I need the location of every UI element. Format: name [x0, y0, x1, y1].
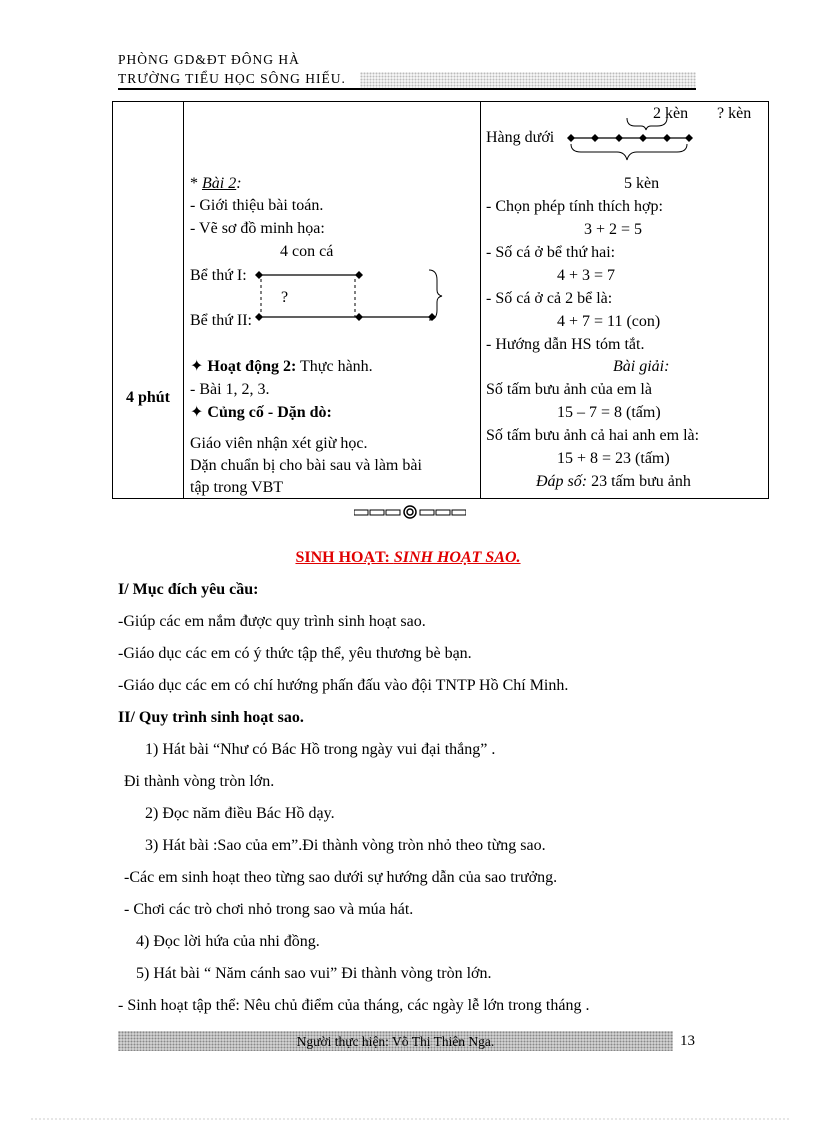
header-rule [118, 88, 696, 90]
paragraph-2: -Giáo dục các em có ý thức tập thể, yêu thương bè bạn. [118, 645, 472, 662]
time-label: 4 phút [125, 389, 171, 406]
bai2-colon: : [236, 175, 242, 192]
intro-line: - Giới thiệu bài toán. [190, 197, 324, 214]
paragraph-3: -Giáo dục các em có chí hướng phấn đấu vào đội TNTP Hồ Chí Minh. [118, 677, 569, 694]
prepare-line-2: tập trong VBT [190, 479, 284, 496]
bai2-title: Bài 2 [202, 175, 237, 192]
five-ken-label: 5 kèn [624, 175, 660, 192]
lesson-table [112, 101, 769, 499]
consolidate-label: Củng cố - Dặn dò: [207, 404, 332, 421]
time-cell [113, 102, 184, 499]
step-4: 4) Đọc lời hứa của nhi đồng. [136, 933, 320, 950]
exercises-line: - Bài 1, 2, 3. [190, 381, 270, 398]
two-ken-label: 2 kèn [653, 105, 689, 122]
postcards-me-line: Số tấm bưu ảnh của em là [486, 381, 652, 398]
header-line-1: PHÒNG GD&ĐT ĐÔNG HÀ [118, 52, 300, 67]
step-3: 3) Hát bài :Sao của em”.Đi thành vòng tròn nhỏ theo từng sao. [145, 837, 546, 854]
heading-2: II/ Quy trình sinh hoạt sao. [118, 709, 304, 726]
paragraph-1: -Giúp các em nắm được quy trình sinh hoạt sao. [118, 613, 426, 630]
title-part-2: SINH HOẠT SAO. [393, 549, 521, 566]
tank-1-label: Bể thứ I: [190, 267, 247, 284]
step-5-b: - Sinh hoạt tập thể: Nêu chủ điểm của tháng, các ngày lễ lớn trong tháng . [118, 997, 590, 1014]
four-fish-label: 4 con cá [280, 243, 334, 260]
choose-line: - Chọn phép tính thích hợp: [486, 198, 663, 215]
footer-author: Người thực hiện: Võ Thị Thiên Nga. [296, 1034, 495, 1049]
step-1: 1) Hát bài “Như có Bác Hồ trong ngày vui đại thắng” . [145, 741, 496, 758]
calc-4: 15 – 7 = 8 (tấm) [557, 404, 661, 421]
solution-label: Bài giải: [613, 358, 670, 375]
draw-line: - Vẽ sơ đồ minh họa: [190, 220, 325, 237]
calc-1: 3 + 2 = 5 [584, 221, 643, 238]
page-number: 13 [680, 1033, 695, 1049]
bottom-row-label: Hàng dưới [486, 129, 555, 146]
answer-label: Đáp số: [536, 473, 588, 490]
question-mark: ? [281, 289, 289, 306]
prepare-line-1: Dặn chuẩn bị cho bài sau và làm bài [190, 457, 422, 474]
calc-2: 4 + 3 = 7 [557, 267, 616, 284]
fish-tank-2-line: - Số cá ở bể thứ hai: [486, 244, 616, 261]
activity-2-label: Hoạt động 2: [207, 358, 297, 375]
header-pattern [360, 72, 696, 88]
step-3-c: - Chơi các trò chơi nhỏ trong sao và múa hát. [124, 901, 414, 918]
fish-both-line: - Số cá ở cả 2 bể là: [486, 290, 613, 307]
fish-diagram [254, 262, 444, 322]
guide-line: - Hướng dẫn HS tóm tắt. [486, 336, 645, 353]
step-5: 5) Hát bài “ Năm cánh sao vui” Đi thành vòng tròn lớn. [136, 965, 492, 982]
calc-3: 4 + 7 = 11 (con) [557, 313, 661, 330]
four-point-star-icon: ✦ [190, 358, 204, 375]
heading-1: I/ Mục đích yêu cầu: [118, 581, 259, 598]
student-cell [481, 102, 769, 499]
ken-diagram [567, 114, 707, 164]
bai2-prefix: * [190, 175, 202, 192]
q-ken-label: ? kèn [717, 105, 752, 122]
header-line-2: TRƯỜNG TIỂU HỌC SÔNG HIẾU. [118, 71, 346, 86]
tank-2-label: Bể thứ II: [190, 312, 252, 329]
step-3-b: -Các em sinh hoạt theo từng sao dưới sự hướng dẫn của sao trưởng. [124, 869, 558, 886]
bottom-dots [30, 1118, 790, 1120]
step-1-b: Đi thành vòng tròn lớn. [124, 773, 275, 790]
teacher-cell [184, 102, 481, 499]
section-title [0, 549, 816, 567]
activity-2-text: Thực hành. [296, 358, 373, 375]
comment-line: Giáo viên nhận xét giừ học. [190, 435, 368, 452]
ornament-icon [354, 505, 466, 519]
title-sep: : [384, 549, 394, 566]
answer-value: 23 tấm bưu ảnh [587, 473, 691, 490]
four-point-star-icon: ✦ [190, 404, 204, 421]
calc-5: 15 + 8 = 23 (tấm) [557, 450, 670, 467]
step-2: 2) Đọc năm điều Bác Hồ dạy. [145, 805, 335, 822]
title-part-1: SINH HOẠT [295, 549, 385, 566]
postcards-both-line: Số tấm bưu ảnh cả hai anh em là: [486, 427, 700, 444]
